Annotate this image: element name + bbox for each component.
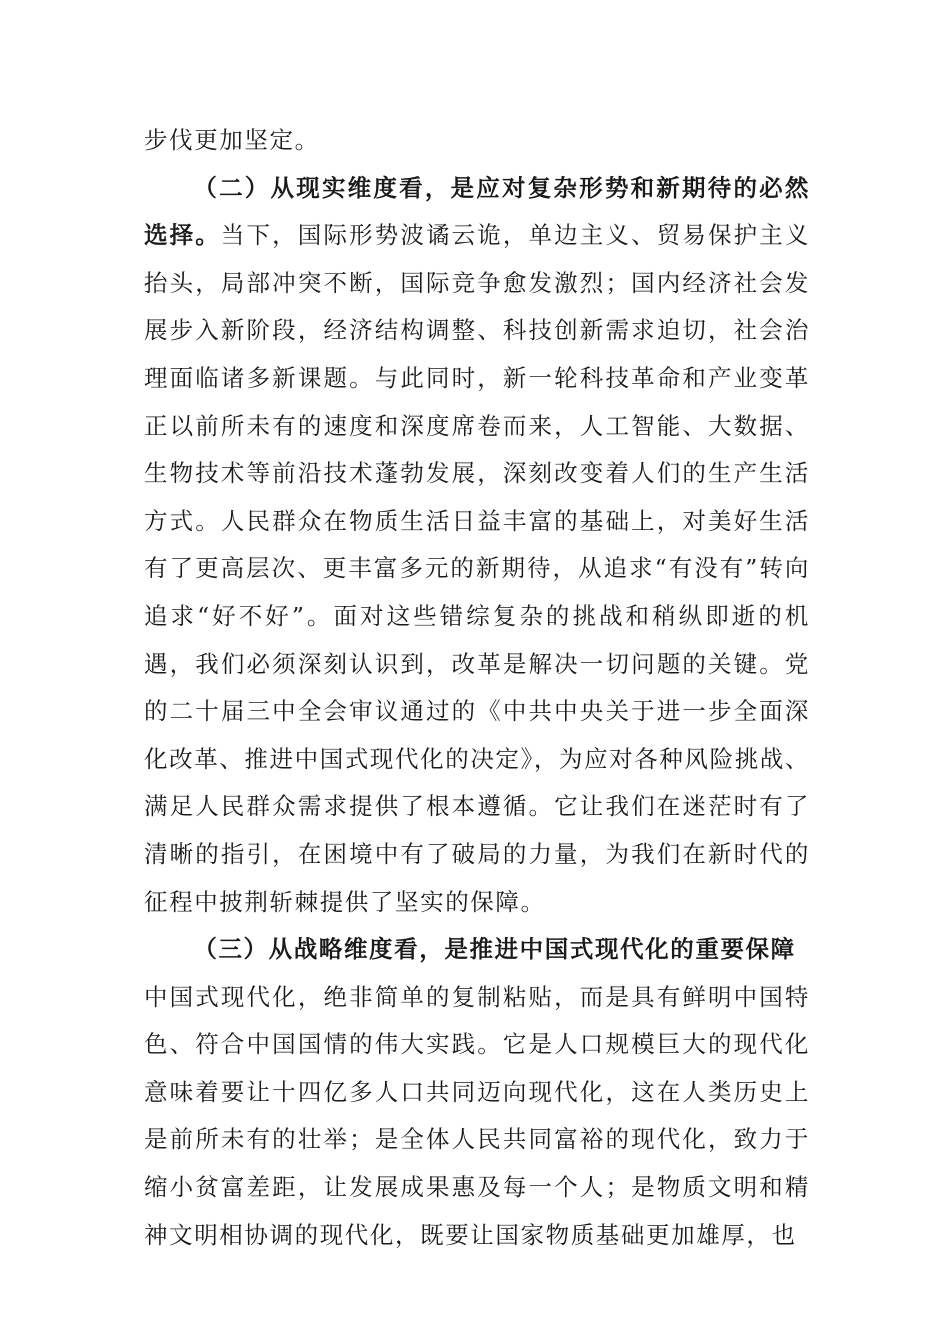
paragraph-section-three-heading: [144, 926, 810, 974]
paragraph-section-three-body: [144, 974, 810, 1260]
paragraph-text: 步伐更加坚定。: [144, 126, 320, 154]
section-three-heading: （三）从战略维度看，是推进中国式现代化的重要保障: [193, 935, 796, 964]
section-two-heading: （二）从现实维度看，是应对复杂形势和新期待的必然选择。: [144, 173, 810, 250]
paragraph-section-two: [144, 165, 810, 927]
paragraph-continuation: [144, 117, 810, 165]
section-two-body: 当下，国际形势波谲云诡，单边主义、贸易保护主义抬头，局部冲突不断，国际竞争愈发激烈；国内经济社会发展步入新阶段，经济结构调整、科技创新需求迫切，社会治理面临诸多新课题。与此同时，新一轮科技革命和产业变革正以前所未有的速度和深度席卷而来，人工智能、大数据、生物技术等前沿技术蓬勃发展，深刻改变着人们的生产生活方式。人民群众在物质生活日益丰富的基础上，对美好生活有了更高层次、更丰富多元的新期待，从追求“有没有”转向追求“好不好”。面对这些错综复杂的挑战和稍纵即逝的机遇，我们必须深刻认识到，改革是解决一切问题的关键。党的二十届三中全会审议通过的《中共中央关于进一步全面深化改革、推进中国式现代化的决定》，为应对各种风险挑战、满足人民群众需求提供了根本遵循。它让我们在迷茫时有了清晰的指引，在困境中有了破局的力量，为我们在新时代的征程中披荆斩棘提供了坚实的保障。: [144, 221, 810, 916]
section-three-body: 中国式现代化，绝非简单的复制粘贴，而是具有鲜明中国特色、符合中国国情的伟大实践。它是人口规模巨大的现代化意味着要让十四亿多人口共同迈向现代化，这在人类历史上是前所未有的壮举；是全体人民共同富裕的现代化，致力于缩小贫富差距，让发展成果惠及每一个人；是物质文明和精神文明相协调的现代化，既要让国家物质基础更加雄厚，也: [144, 982, 810, 1249]
document-body: [144, 117, 810, 1259]
